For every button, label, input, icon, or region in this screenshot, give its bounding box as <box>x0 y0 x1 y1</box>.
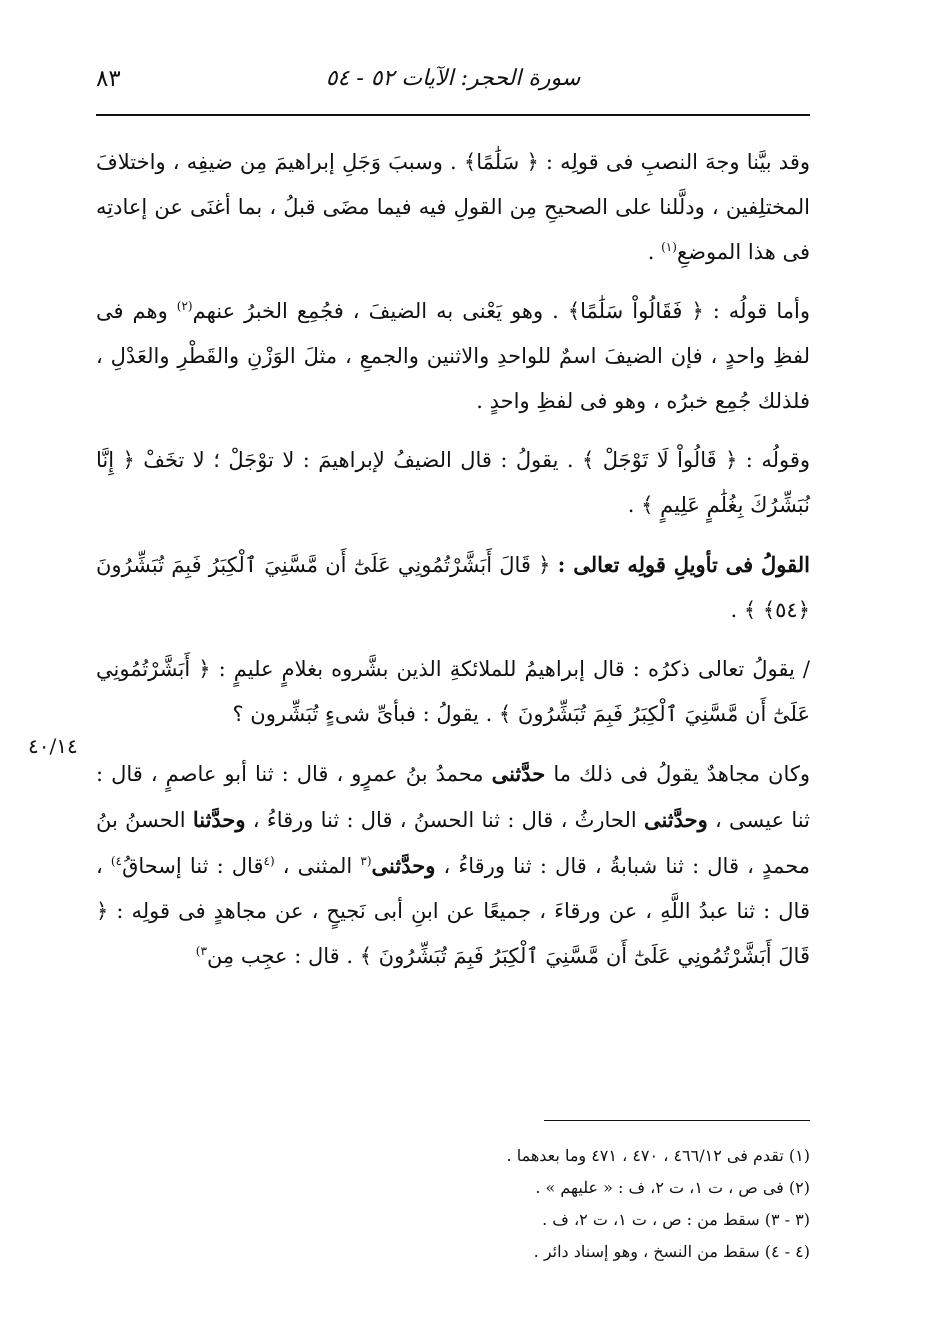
footnote-ref-3-open: (٣ <box>360 854 372 868</box>
p6-c: محمدُ بنُ عمرٍو ، قال : ثنا أبو عاصمٍ ، قال : ثنا عيسى ، <box>96 762 810 832</box>
paragraph-4 <box>96 542 810 633</box>
paragraph-1-text: وقد بيَّنا وجهَ النصبِ فى قولِه : ﴿ سَلَٰمًا﴾ . وسببَ وَجَلِ إبراهيمَ مِن ضيفِه ، واختلافَ المختلِفين ، ودلَّلنا على الصحيحِ مِن القولِ فيه فيما مضَى قبلُ ، بما أغنَى عن إعادتِه فى هذا الموضعِ <box>96 150 810 264</box>
page-number: ٨٣ <box>96 66 121 92</box>
footnote-3: (٣ - ٣) سقط من : ص ، ت ١، ت ٢، ف . <box>542 1210 810 1229</box>
header-rule <box>96 114 810 116</box>
p6-a: وكان مجاهدٌ يقولُ فى ذلك ما <box>545 762 810 786</box>
p6-hadathani-3: وحدَّثنى <box>371 853 436 878</box>
section-heading: القولُ فى تأويلِ قولِه تعالى : <box>557 552 811 577</box>
p6-h: ، قال : ثنا عبدُ اللَّهِ ، عن ورقاءَ ، جميعًا عن ابنِ أبى نَجيحٍ ، عن مجاهدٍ فى قولِه : ﴿ قَالَ أَبَشَّرْتُمُونِي عَلَىٰٓ أَن مَّسَّنِيَ ٱلْكِبَرُ فَبِمَ تُبَشِّرُونَ ﴾ . قال : عجِب مِن <box>96 854 810 968</box>
paragraph-1 <box>96 140 810 275</box>
p6-g: قال : ثنا إسحاقُ <box>122 854 264 878</box>
footnote-ref-4-open: (٤ <box>263 854 275 868</box>
paragraph-5-text: / يقولُ تعالى ذكرُه : قال إبراهيمُ للملائكةِ الذين بشَّروه بغلامٍ عليمٍ : ﴿ أَبَشَّرْتُمُونِي عَلَىٰٓ أَن مَّسَّنِيَ ٱلْكِبَرُ فَبِمَ تُبَشِّرُونَ ﴾ . يقولُ : فبأىِّ شىءٍ تُبَشِّرون ؟ <box>96 657 810 726</box>
p6-f: المثنى ، <box>274 854 361 878</box>
footnote-ref-3-close: ٣) <box>195 944 207 958</box>
paragraph-2 <box>96 289 810 424</box>
paragraph-6 <box>96 751 810 979</box>
p6-hadathana: وحدَّثنا <box>192 807 246 832</box>
paragraph-5 <box>96 647 810 737</box>
footnote-ref-2: (٢) <box>176 299 193 313</box>
paragraph-3-text: وقولُه : ﴿ قَالُواْ لَا تَوْجَلْ ﴾ . يقولُ : قال الضيفُ لإبراهيمَ : لا توْجَلْ ؛ لا تخَفْ ﴿ إِنَّا نُبَشِّرُكَ بِغُلَٰمٍ عَلِيمٍ ﴾ . <box>96 448 810 517</box>
main-text <box>96 140 810 993</box>
p6-hadathani-1: حدَّثنى <box>491 761 546 786</box>
paragraph-4-text: ﴿ قَالَ أَبَشَّرْتُمُونِي عَلَىٰٓ أَن مَّسَّنِيَ ٱلْكِبَرُ فَبِمَ تُبَشِّرُونَ ﴿٥٤﴾ ﴾ . <box>96 553 810 622</box>
margin-reference: ٤٠/١٤ <box>28 734 78 758</box>
paragraph-2-text-b: وهم فى لفظِ واحدٍ ، فإن الضيفَ اسمٌ للواحدِ والاثنين والجمعِ ، مثلَ الوَزْنِ والقَطْرِ والعَدْلِ ، فلذلك جُمِع خبرُه ، وهو فى لفظِ واحدٍ . <box>96 299 810 413</box>
p6-hadathani-2: وحدَّثنى <box>643 807 708 832</box>
paragraph-2-text-a: وأما قولُه : ﴿ فَقَالُواْ سَلَٰمًا﴾ . وهو يَعْنى به الضيفَ ، فجُمِع الخبرُ عنهم <box>192 299 810 323</box>
page-header <box>96 62 810 102</box>
footnote-ref-1: (١) <box>661 240 677 254</box>
footnote-ref-4-close: ٤) <box>110 854 123 868</box>
footnote-1: (١) تقدم فى ٤٦٦/١٢ ، ٤٧٠ ، ٤٧١ وما بعدهما . <box>506 1146 810 1165</box>
paragraph-3 <box>96 438 810 528</box>
p6-e: الحسنُ بنُ محمدٍ ، قال : ثنا شبابةُ ، قال : ثنا ورقاءُ ، <box>96 808 810 878</box>
p6-d: الحارثُ ، قال : ثنا الحسنُ ، قال : ثنا ورقاءُ ، <box>245 808 644 832</box>
paragraph-1-end: . <box>647 240 662 264</box>
footnotes <box>96 1140 810 1268</box>
footnote-rule <box>544 1120 810 1121</box>
footnote-4: (٤ - ٤) سقط من النسخ ، وهو إسناد دائر . <box>533 1242 810 1261</box>
footnote-2: (٢) فى ص ، ت ١، ت ٢، ف : « عليهم » . <box>535 1178 810 1197</box>
running-title: سورة الحجر: الآيات ٥٢ - ٥٤ <box>325 66 581 91</box>
